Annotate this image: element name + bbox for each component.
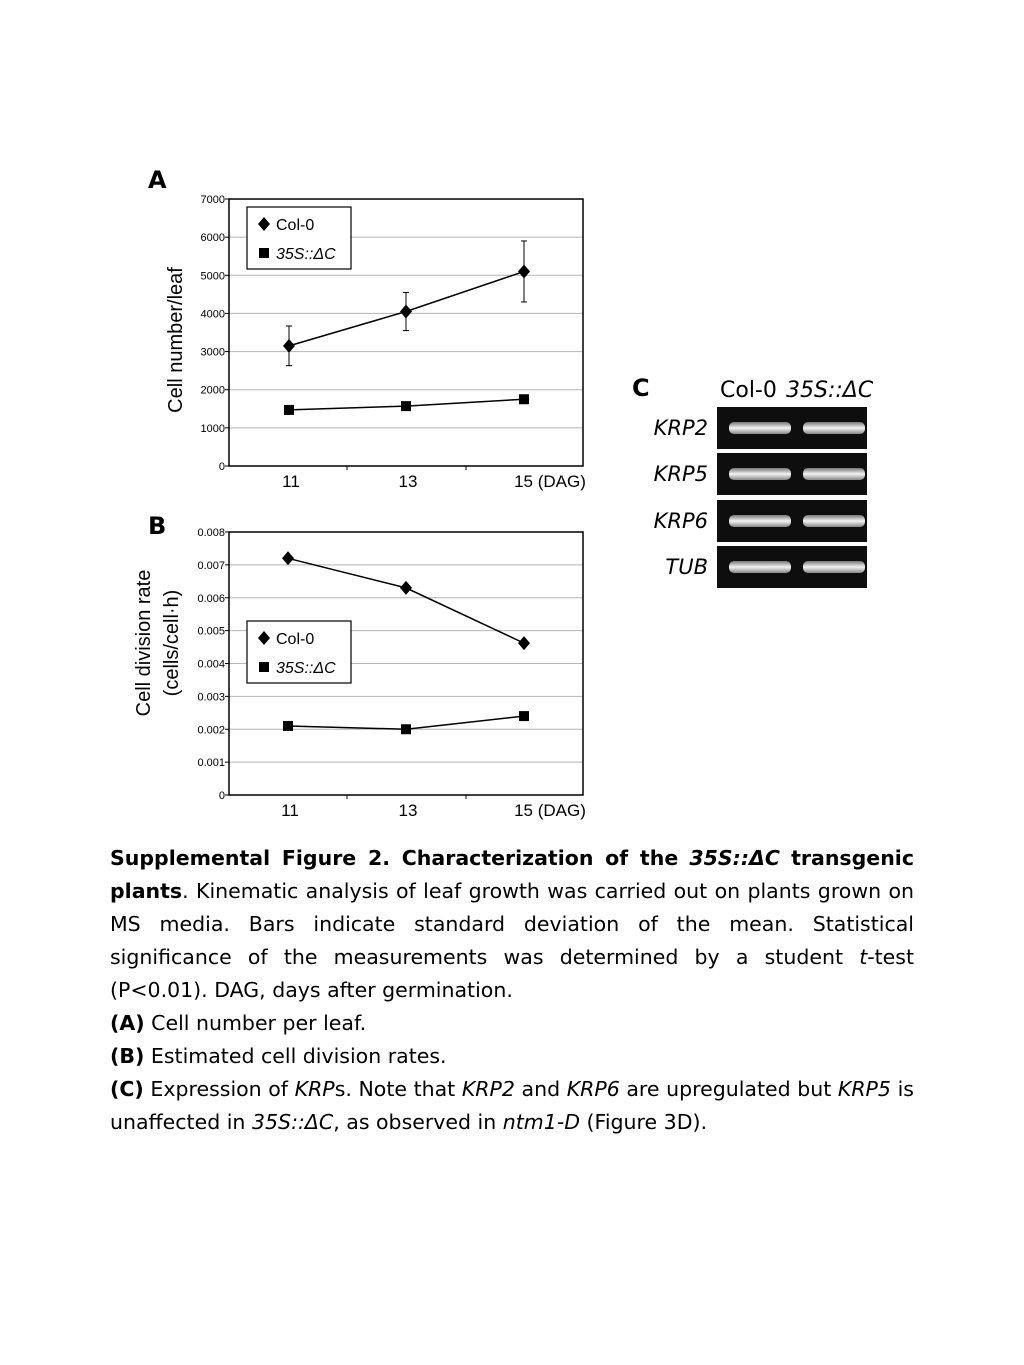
panel-a-letter: A [148, 166, 167, 194]
caption-c-text: Expression of [150, 1077, 289, 1101]
y-tick-label: 0 [218, 461, 225, 473]
caption-a-label: (A) [110, 1011, 145, 1035]
band [803, 515, 865, 527]
band [729, 515, 791, 527]
data-point-square [401, 401, 411, 411]
caption-c-text: , as observed in [333, 1110, 497, 1134]
band [803, 561, 865, 573]
y-tick-label: 0.004 [197, 658, 225, 671]
caption-c-text: (Figure 3D). [586, 1110, 707, 1134]
x-tick-label: 13 [398, 472, 418, 491]
caption-t: t [859, 945, 868, 969]
caption-title: Supplemental Figure 2. Characterization of the [110, 846, 679, 870]
data-point-square [401, 724, 411, 734]
caption-c-text: are upregulated but [626, 1077, 832, 1101]
caption-title-construct: 35S::ΔC [689, 846, 780, 870]
data-point-diamond [283, 339, 295, 353]
gene-label-krp5: KRP5 [653, 462, 708, 486]
y-axis-label: Cell division rate [133, 569, 155, 717]
data-point-square [259, 662, 269, 672]
legend-label: Col-0 [276, 217, 315, 234]
data-point-diamond [518, 264, 530, 278]
caption-a-text: Cell number per leaf. [151, 1011, 367, 1035]
caption-c-gene: KRP2 [461, 1077, 515, 1101]
x-tick-label: 11 [281, 801, 299, 820]
caption-body: . Kinematic analysis of leaf growth was carried out on plants grown on MS media. Bars indicate standard deviation of the mean. Statistical significance of the measurements was determined by a student [110, 879, 914, 969]
y-tick-label: 0.006 [197, 592, 225, 605]
caption-c-mutant: ntm1-D [502, 1110, 581, 1134]
caption-b-text: Estimated cell division rates. [150, 1044, 447, 1068]
band [729, 422, 791, 434]
band [729, 561, 791, 573]
y-tick-label: 0.002 [197, 724, 225, 737]
panel-c-letter: C [632, 374, 650, 402]
legend-label: 35S::ΔC [276, 246, 336, 263]
caption-title-end: transgenic plants [110, 846, 914, 903]
y-tick-label: 1000 [200, 422, 225, 435]
y-tick-label: 0.001 [197, 757, 225, 770]
caption-c [110, 1073, 914, 1139]
y-tick-label: 0 [218, 790, 225, 802]
band [803, 422, 865, 434]
caption-c-text: s. Note that [334, 1077, 456, 1101]
data-point-square [284, 405, 294, 415]
legend-label: 35S::ΔC [276, 660, 336, 677]
gel-row-krp5 [717, 453, 867, 495]
caption-c-gene: KRP6 [566, 1077, 620, 1101]
y-tick-label: 0.005 [197, 625, 225, 638]
figure-caption [110, 842, 914, 1139]
data-point-square [519, 711, 529, 721]
caption-c-gene: KRP5 [837, 1077, 891, 1101]
band [803, 468, 865, 480]
caption-a [110, 1007, 914, 1040]
caption-c-text: is unaffected in [110, 1077, 914, 1134]
y-tick-label: 4000 [200, 308, 225, 321]
y-tick-label: 0.003 [197, 691, 225, 704]
data-point-square [259, 248, 269, 258]
lane-label-col0: Col-0 [720, 378, 777, 403]
y-tick-label: 3000 [200, 346, 225, 359]
gel-row-krp2 [717, 407, 867, 449]
caption-c-text: and [521, 1077, 561, 1101]
lane-label-35s: 35S::ΔC [786, 378, 874, 403]
gene-label-krp2: KRP2 [653, 416, 708, 440]
x-tick-label: 15 (DAG) [514, 801, 586, 820]
gene-label-krp6: KRP6 [653, 509, 708, 533]
y-tick-label: 0.008 [197, 527, 225, 539]
panel-b-letter: B [148, 512, 167, 540]
x-tick-label: 15 (DAG) [514, 472, 586, 491]
caption-b-label: (B) [110, 1044, 145, 1068]
gel-row-tub [717, 546, 867, 588]
y-axis-label-unit: (cells/cell·h) [161, 589, 183, 697]
caption-c-construct: 35S::ΔC [251, 1110, 334, 1134]
caption-b [110, 1040, 914, 1073]
y-tick-label: 6000 [200, 232, 225, 245]
data-point-diamond [400, 305, 412, 319]
y-tick-label: 0.007 [197, 559, 225, 572]
legend-label: Col-0 [276, 631, 315, 648]
caption-c-gene: KRP [294, 1077, 335, 1101]
caption-main [110, 842, 914, 1007]
x-tick-label: 11 [282, 472, 300, 491]
data-point-square [283, 721, 293, 731]
x-tick-label: 13 [398, 801, 418, 820]
y-tick-label: 2000 [200, 384, 225, 397]
band [729, 468, 791, 480]
data-point-square [519, 394, 529, 404]
y-axis-label: Cell number/leaf [165, 267, 187, 413]
caption-body-end: -test (P<0.01). DAG, days after germination. [110, 945, 914, 1002]
y-tick-label: 7000 [200, 194, 225, 206]
data-point-diamond [518, 636, 530, 650]
y-tick-label: 5000 [200, 270, 225, 283]
data-point-diamond [400, 581, 412, 595]
gene-label-tub: TUB [665, 555, 708, 579]
gel-panel [640, 372, 880, 602]
data-point-diamond [282, 551, 294, 565]
gel-row-krp6 [717, 500, 867, 542]
caption-c-label: (C) [110, 1077, 144, 1101]
